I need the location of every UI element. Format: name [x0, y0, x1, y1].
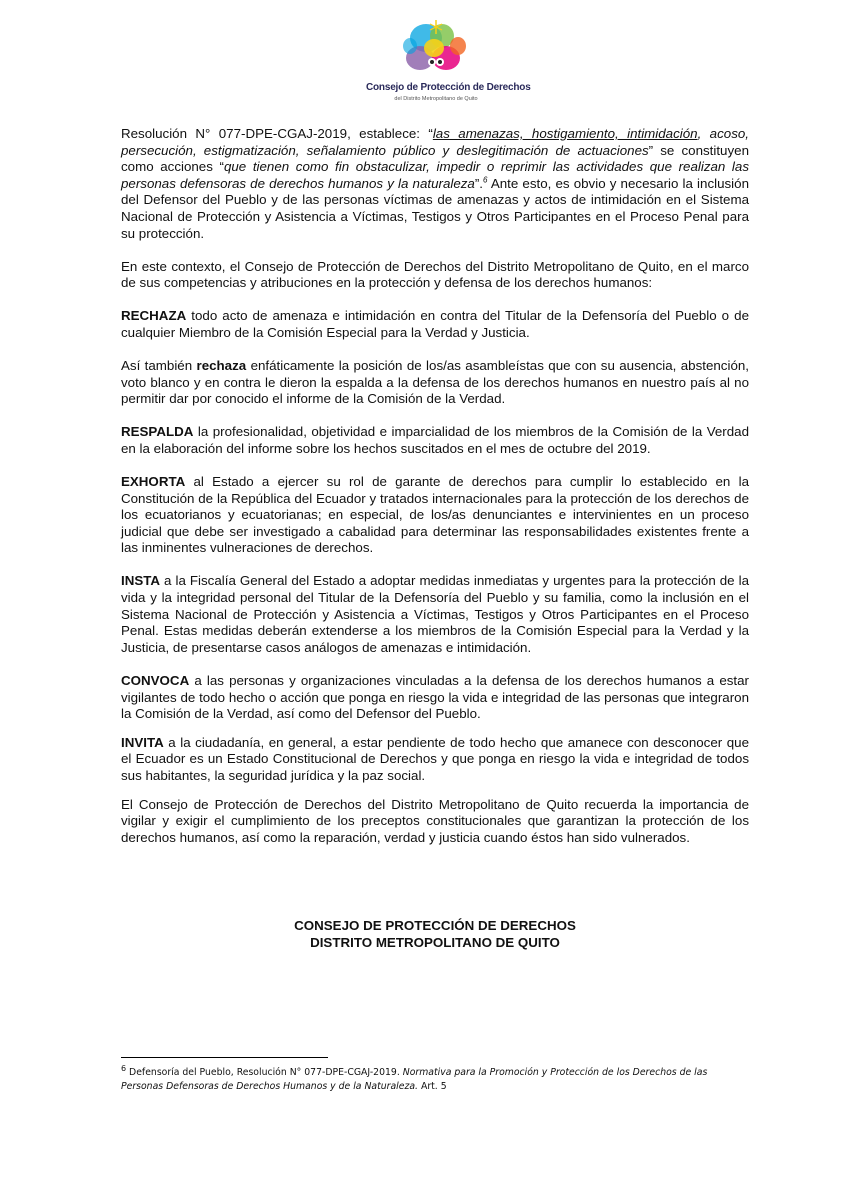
p1-italic-quote: , acoso, persecución, estigmatización, señalamiento público y deslegitimación de actuaciones: [121, 126, 749, 158]
council-logo-icon: [396, 18, 476, 82]
p8-text: a las personas y organizaciones vinculadas a la defensa de los derechos humanos a estar vigilantes de todo hecho o acción que ponga en riesgo la vida e integridad de las personas que integraron la Comisión de la Verdad, así como del Defensor del Pueblo.: [121, 672, 749, 722]
keyword-rechaza-lower: rechaza: [196, 358, 247, 374]
keyword-rechaza: RECHAZA: [121, 308, 187, 324]
footnote-number: 6: [121, 1063, 127, 1073]
logo-title: Consejo de Protección de Derechos: [366, 82, 531, 93]
p7-text: a la Fiscalía General del Estado a adoptar medidas inmediatas y urgentes para la protección de la vida y la integridad personal del Titular de la Defensoría del Pueblo y su familia, como la inclusión en el Sistema Nacional de Protección y Asistencia a Víctimas, Testigos y Otros Participantes en el Proceso Penal. Estas medidas deberán extenderse a los miembros de la Comisión Especial para la Verdad y la Justicia, de presentarse casos análogos de amenazas e intimidación.: [121, 573, 749, 655]
paragraph-exhorta: [121, 474, 749, 557]
document-body: [121, 126, 749, 846]
footnote-text-a: Defensoría del Pueblo, Resolución N° 077-DPE-CGAJ-2019.: [126, 1067, 403, 1078]
p4-text: enfáticamente la posición de los/as asambleístas que con su ausencia, abstención, voto blanco y en contra le dieron la espalda a la defensa de los derechos humanos en nuestro país al no permitir dar por conocido el informe de la Comisión de la Verdad.: [121, 358, 749, 407]
p1-text-a: Resolución N° 077-DPE-CGAJ-2019, establece: “: [121, 126, 433, 141]
paragraph-asambleistas: [121, 358, 749, 408]
footnote-text-c: Art. 5: [418, 1081, 447, 1092]
paragraph-convoca: [121, 673, 749, 723]
keyword-respalda: RESPALDA: [121, 424, 194, 440]
paragraph-rechaza: [121, 308, 749, 341]
paragraph-invita: [121, 735, 749, 785]
council-logo: [366, 18, 531, 106]
footnote-title: Normativa para la Promoción y Protección de los Derechos de las Personas Defensoras de Derechos Humanos y de la Naturaleza.: [121, 1067, 708, 1092]
signature-block: [121, 918, 749, 951]
paragraph-resolution: [121, 126, 749, 242]
keyword-insta: INSTA: [121, 573, 161, 589]
p4-text-a: Así también: [121, 358, 197, 374]
signature-line-1: CONSEJO DE PROTECCIÓN DE DERECHOS: [294, 918, 576, 933]
p1-text-d: ” se constituyen como acciones “: [121, 142, 749, 175]
paragraph-respalda: [121, 424, 749, 457]
keyword-exhorta: EXHORTA: [121, 474, 186, 489]
keyword-invita: INVITA: [121, 734, 164, 750]
p3-text: todo acto de amenaza e intimidación en contra del Titular de la Defensoría del Pueblo o de cualquier Miembro de la Comisión Especial para la Verdad y Justicia.: [121, 308, 749, 340]
paragraph-insta: [121, 573, 749, 656]
p1-italic-quote-2: que tienen como fin obstaculizar, impedir o reprimir las actividades que realizan las personas defensoras de derechos humanos y la naturaleza: [121, 159, 749, 191]
logo-subtitle: del Distrito Metropolitano de Quito: [394, 96, 478, 102]
keyword-convoca: CONVOCA: [121, 672, 190, 688]
footnote-divider: [121, 1057, 328, 1058]
p1-underlined-quote: las amenazas, hostigamiento, intimidación: [432, 126, 698, 141]
p1-text-g: Ante esto, es obvio y necesario la inclusión del Defensor del Pueblo y de las personas víctimas de amenazas y actos de intimidación en el Sistema Nacional de Protección y Asistencia a Víctimas, Testigos y Otros Participantes en el Proceso Penal para su protección.: [121, 175, 749, 241]
p9-text: a la ciudadanía, en general, a estar pendiente de todo hecho que amanece con desconocer que el Ecuador es un Estado Constitucional de Derechos y que ponga en riesgo la vida e integridad de todos sus habitantes, la seguridad jurídica y la paz social.: [121, 734, 749, 783]
footnote: [121, 1063, 749, 1094]
signature-line-2: DISTRITO METROPOLITANO DE QUITO: [310, 934, 560, 950]
p1-text-f: ”.: [474, 175, 483, 191]
paragraph-closing: El Consejo de Protección de Derechos del Distrito Metropolitano de Quito recuerda la importancia de vigilar y exigir el cumplimiento de los preceptos constitucionales que garantizan la protección de los derechos humanos, así como la reparación, verdad y justicia cuando éstos han sido vulnerados.: [121, 796, 749, 845]
paragraph-context: En este contexto, el Consejo de Protección de Derechos del Distrito Metropolitano de Quito, en el marco de sus competencias y atribuciones en la protección y defensa de los derechos humanos:: [121, 258, 749, 291]
footnote-reference[interactable]: 6: [483, 175, 488, 185]
p6-text: al Estado a ejercer su rol de garante de derechos para cumplir lo establecido en la Constitución de la República del Ecuador y tratados internacionales para la protección de los derechos de los ecuatorianos y ecuatorianas; en especial, de los/as denunciantes e intervinientes en un proceso judicial que debe ser investigado a cabalidad para determinar las responsabilidades existentes frente a las inminentes vulneraciones de derechos.: [121, 474, 749, 556]
p5-text: la profesionalidad, objetividad e imparcialidad de los miembros de la Comisión de la Verdad en la elaboración del informe sobre los hechos suscitados en el mes de octubre del 2019.: [121, 424, 749, 456]
